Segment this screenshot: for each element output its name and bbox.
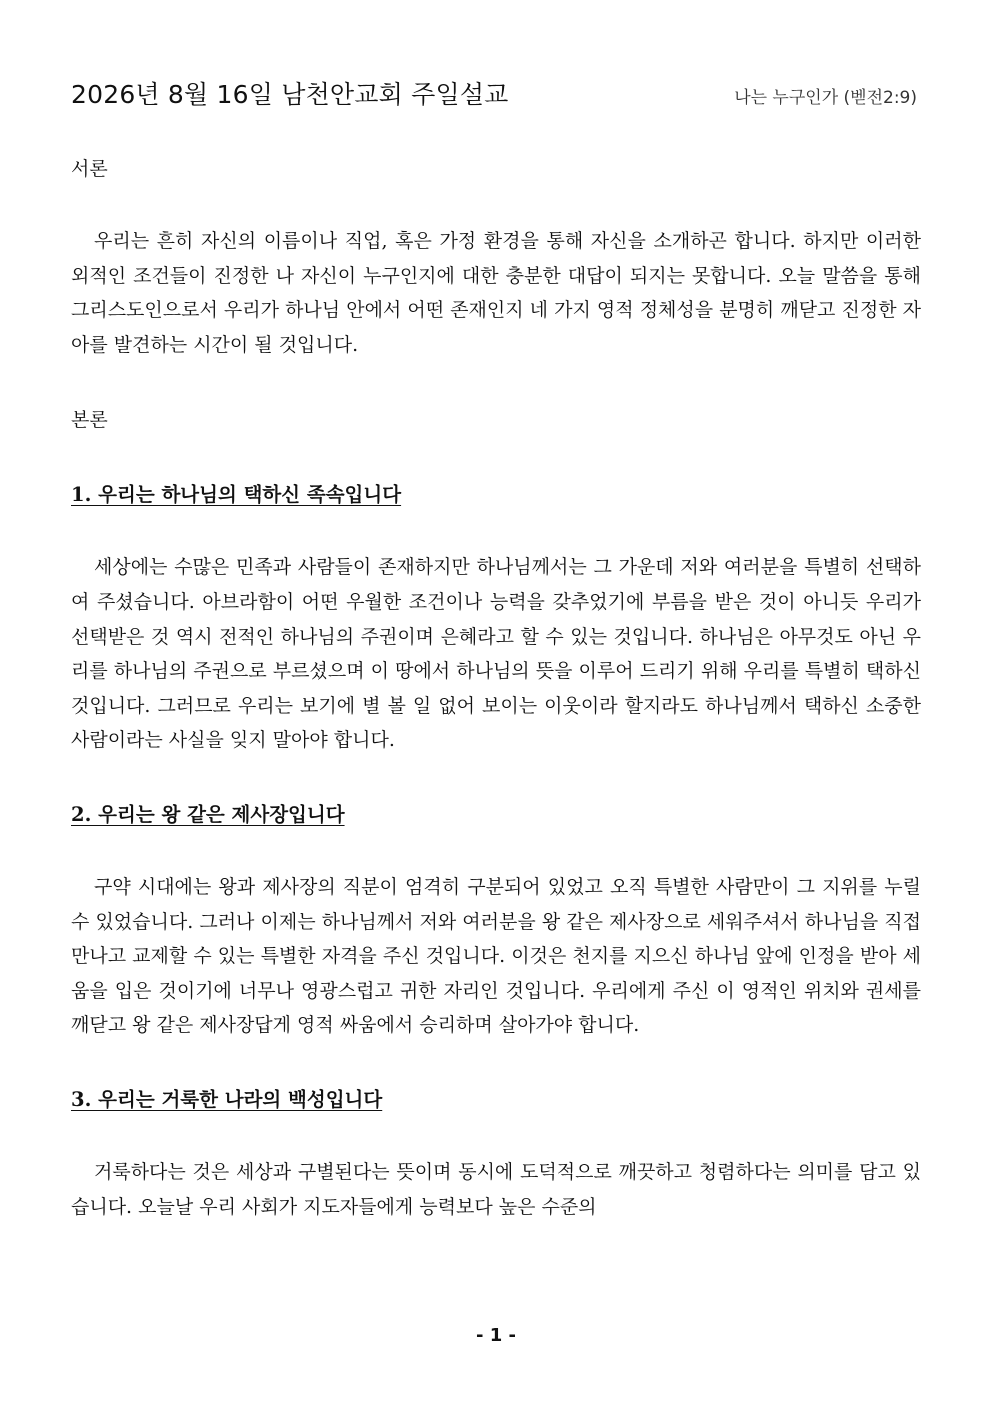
section-heading-2: 2. 우리는 왕 같은 제사장입니다 [71,802,345,826]
intro-paragraph: 우리는 흔히 자신의 이름이나 직업, 혹은 가정 환경을 통해 자신을 소개하곤 합니다. 하지만 이러한 외적인 조건들이 진정한 나 자신이 누구인지에 대한 충분한 대답이 되지는 못합니다. 오늘 말씀을 통해 그리스도인으로서 우리가 하나님 안에서 어떤 존재인지 네 가지 영적 정체성을 분명히 깨닫고 진정한 자아를 발견하는 시간이 될 것입니다. [71,230,921,356]
intro-label: 서론 [71,158,108,180]
section-heading-3: 3. 우리는 거룩한 나라의 백성입니다 [71,1087,383,1111]
section-heading-1: 1. 우리는 하나님의 택하신 족속입니다 [71,483,402,507]
section-paragraph-3: 거룩하다는 것은 세상과 구별된다는 뜻이며 동시에 도덕적으로 깨끗하고 청렴하다는 의미를 담고 있습니다. 오늘날 우리 사회가 지도자들에게 능력보다 높은 수준의 [71,1160,921,1218]
section-paragraph-1: 세상에는 수많은 민족과 사람들이 존재하지만 하나님께서는 그 가운데 저와 여러분을 특별히 선택하여 주셨습니다. 아브라함이 어떤 우월한 조건이나 능력을 갖추었기에 부름을 받은 것이 아니듯 우리가 선택받은 것 역시 전적인 하나님의 주권이며 은혜라고 할 수 있는 것입니다. 하나님은 아무것도 아닌 우리를 하나님의 주권으로 부르셨으며 이 땅에서 하나님의 뜻을 이루어 드리기 위해 우리를 특별히 택하신 것입니다. 그러므로 우리는 보기에 별 볼 일 없어 보이는 이웃이라 할지라도 하나님께서 택하신 소중한 사람이라는 사실을 잊지 말아야 합니다. [71,556,921,752]
document-page [71,75,921,1224]
body-label: 본론 [71,409,108,432]
document-header [71,75,921,121]
section-paragraph-2: 구약 시대에는 왕과 제사장의 직분이 엄격히 구분되어 있었고 오직 특별한 사람만이 그 지위를 누릴 수 있었습니다. 그러나 이제는 하나님께서 저와 여러분을 왕 같은 제사장으로 세워주셔서 하나님을 직접 만나고 교제할 수 있는 특별한 자격을 주신 것입니다. 이것은 천지를 지으신 하나님 앞에 인정을 받아 세움을 입은 것이기에 너무나 영광스럽고 귀한 자리인 것입니다. 우리에게 주신 이 영적인 위치와 권세를 깨닫고 왕 같은 제사장답게 영적 싸움에서 승리하며 살아가야 합니다. [71,875,921,1037]
sermon-date-title: 2026년 8월 16일 남천안교회 주일설교 [71,80,509,109]
page-number: - 1 - [476,1325,516,1346]
sermon-subtitle: 나는 누구인가 (벧전2:9) [734,88,917,108]
